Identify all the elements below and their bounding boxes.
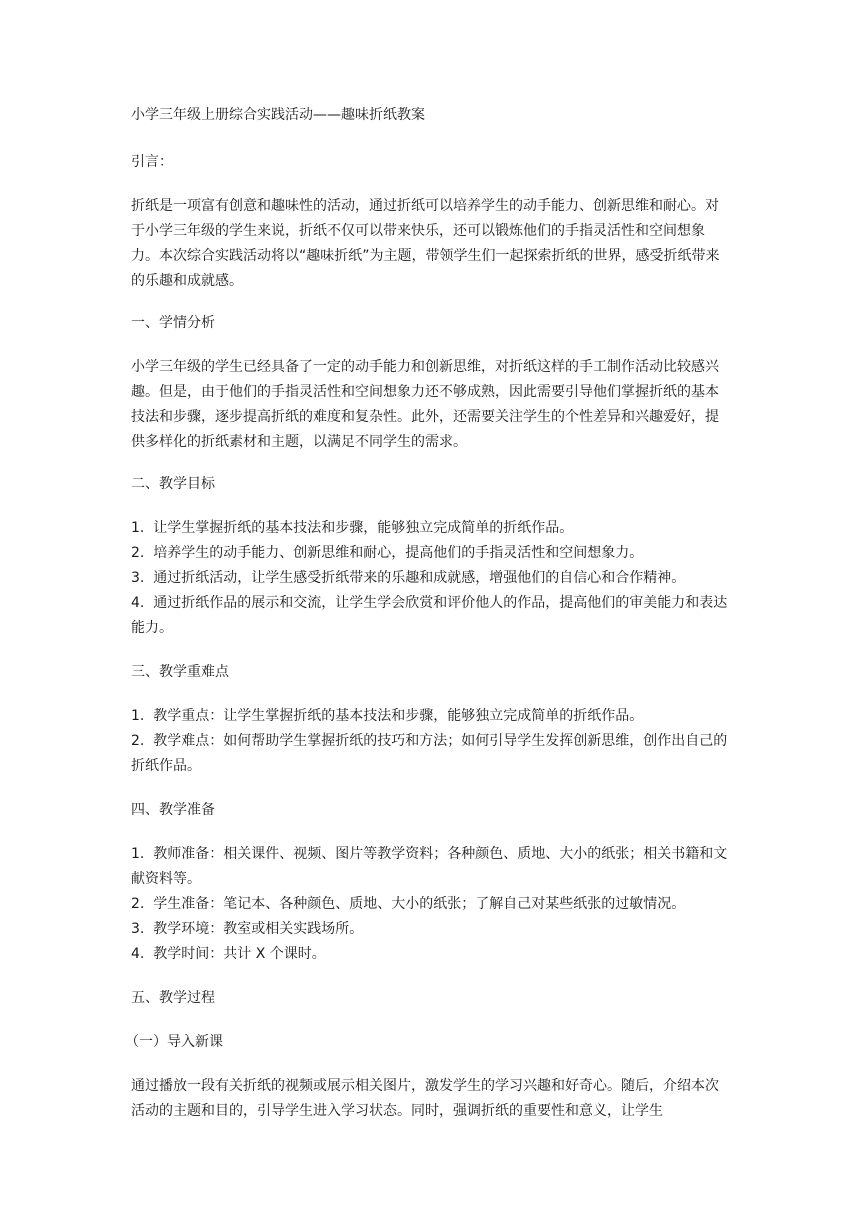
list-item: 3. 通过折纸活动，让学生感受折纸带来的乐趣和成就感，增强他们的自信心和合作精神。	[131, 570, 686, 586]
list-item: 2. 教学难点：如何帮助学生掌握折纸的技巧和方法；如何引导学生发挥创新思维，创作出自己的折纸作品。	[131, 733, 728, 774]
subsection-heading-intro: （一）导入新课	[125, 1034, 223, 1050]
section-heading-preparation: 四、教学准备	[131, 802, 215, 818]
list-item: 2. 培养学生的动手能力、创新思维和耐心，提高他们的手指灵活性和空间想象力。	[131, 545, 644, 561]
key-points-list	[131, 704, 731, 779]
section-heading-teaching-goals: 二、教学目标	[131, 476, 215, 492]
list-item: 4. 教学时间：共计 X 个课时。	[131, 946, 326, 962]
list-item: 2. 学生准备：笔记本、各种颜色、质地、大小的纸张；了解自己对某些纸张的过敏情况。	[131, 896, 686, 912]
section-heading-key-points: 三、教学重难点	[131, 664, 229, 680]
list-item: 4. 通过折纸作品的展示和交流，让学生学会欣赏和评价他人的作品，提高他们的审美能力和表达能力。	[131, 595, 728, 636]
preparation-list	[131, 842, 731, 967]
list-item: 3. 教学环境：教室或相关实践场所。	[131, 921, 364, 937]
student-analysis-paragraph: 小学三年级的学生已经具备了一定的动手能力和创新思维，对折纸这样的手工制作活动比较感兴趣。但是，由于他们的手指灵活性和空间想象力还不够成熟，因此需要引导他们掌握折纸的基本技法和步骤，逐步提高折纸的难度和复杂性。此外，还需要关注学生的个性差异和兴趣爱好，提供多样化的折纸素材和主题，以满足不同学生的需求。	[131, 359, 719, 450]
intro-lesson-paragraph: 通过播放一段有关折纸的视频或展示相关图片，激发学生的学习兴趣和好奇心。随后，介绍本次活动的主题和目的，引导学生进入学习状态。同时，强调折纸的重要性和意义，让学生	[131, 1078, 719, 1119]
teaching-goals-list	[131, 516, 731, 641]
section-heading-teaching-process: 五、教学过程	[131, 990, 215, 1006]
intro-paragraph: 折纸是一项富有创意和趣味性的活动，通过折纸可以培养学生的动手能力、创新思维和耐心。对于小学三年级的学生来说，折纸不仅可以带来快乐，还可以锻炼他们的手指灵活性和空间想象力。本次综合实践活动将以“趣味折纸”为主题，带领学生们一起探索折纸的世界，感受折纸带来的乐趣和成就感。	[131, 198, 720, 289]
document-page	[125, 103, 731, 1141]
section-heading-student-analysis: 一、学情分析	[131, 315, 215, 331]
list-item: 1. 教师准备：相关课件、视频、图片等教学资料；各种颜色、质地、大小的纸张；相关书籍和文献资料等。	[131, 846, 728, 887]
list-item: 1. 让学生掌握折纸的基本技法和步骤，能够独立完成简单的折纸作品。	[131, 520, 574, 536]
document-title: 小学三年级上册综合实践活动——趣味折纸教案	[131, 107, 425, 123]
list-item: 1. 教学重点：让学生掌握折纸的基本技法和步骤，能够独立完成简单的折纸作品。	[131, 708, 644, 724]
intro-heading: 引言：	[131, 154, 173, 170]
